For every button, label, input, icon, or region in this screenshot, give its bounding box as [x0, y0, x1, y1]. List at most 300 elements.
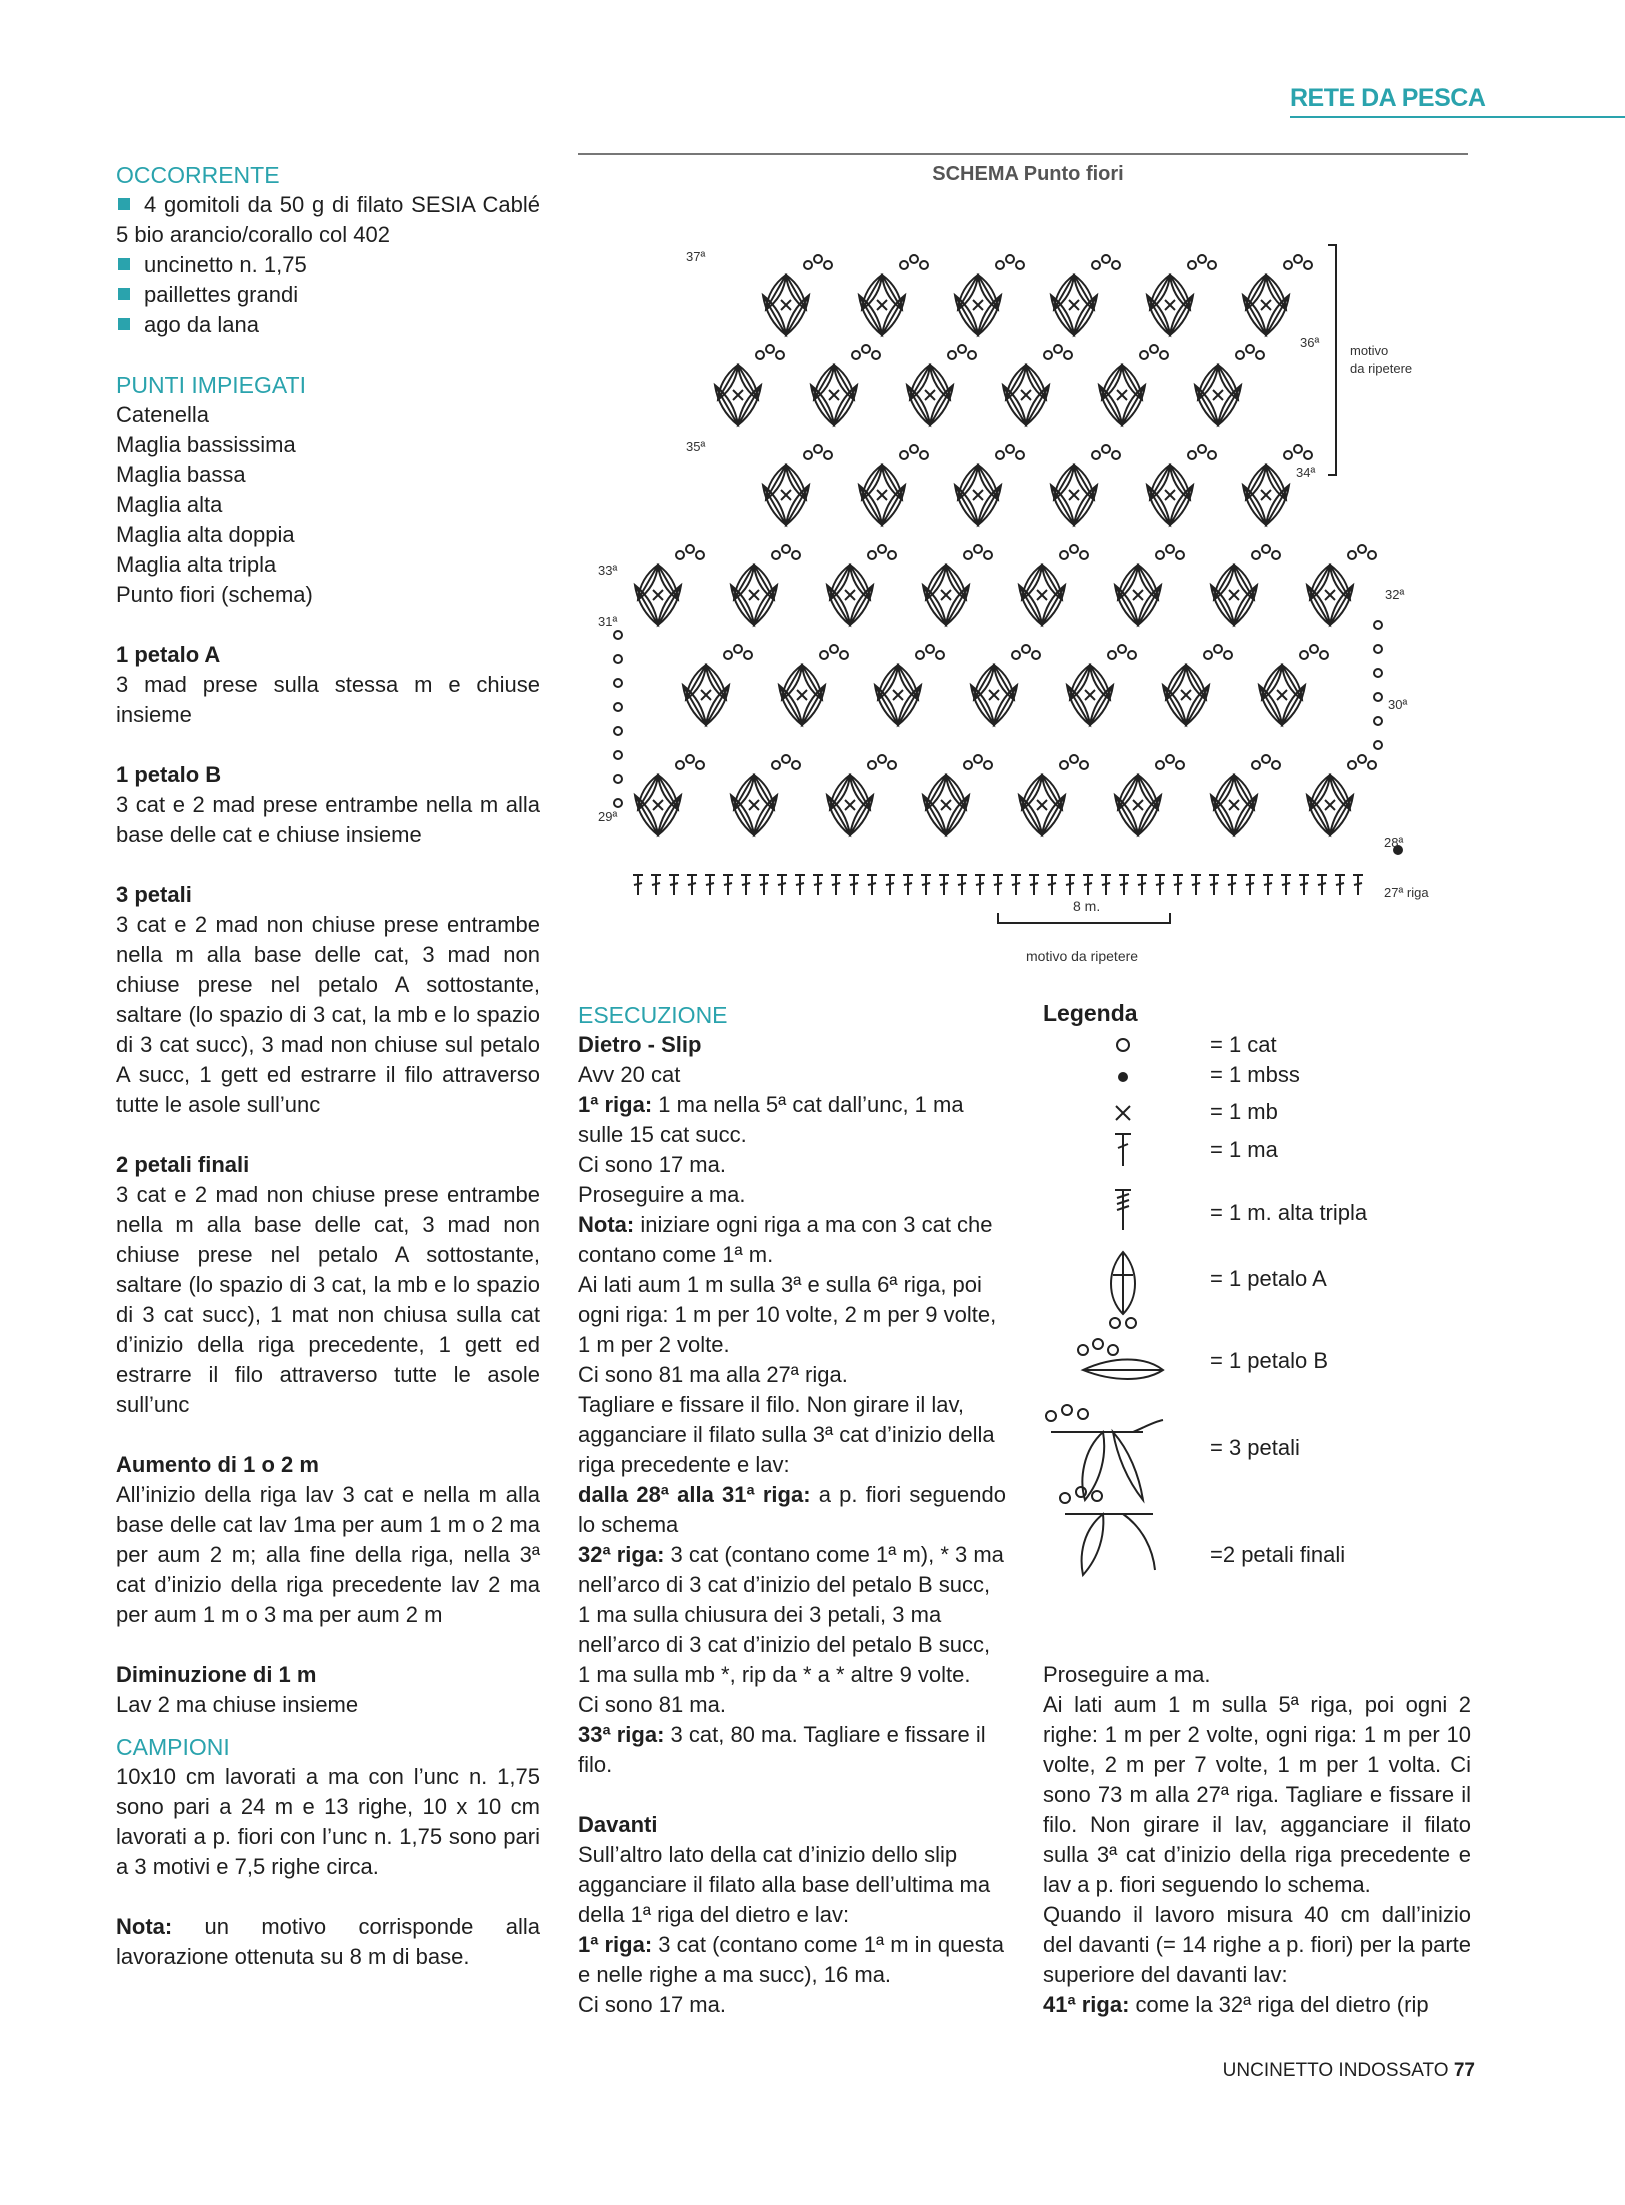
petal	[878, 665, 898, 700]
mb-stitch	[1165, 300, 1175, 310]
chain	[1016, 451, 1024, 459]
label-row-30: 30ª	[1388, 697, 1408, 712]
due-petali-title: 2 petali finali	[116, 1152, 250, 1177]
chain	[1374, 669, 1382, 677]
bullet-icon	[118, 258, 130, 270]
chain	[1214, 645, 1222, 653]
petal	[1282, 665, 1302, 700]
bullet-icon	[118, 288, 130, 300]
tagliare-text: Tagliare e fissare il filo. Non girare il lav, agganciare il filato sulla 3ª cat d’inizio della riga precedente e lav:	[578, 1392, 995, 1477]
three-petals-icon	[1046, 1405, 1163, 1500]
mb-stitch	[797, 690, 807, 700]
page-number: 77	[1453, 2060, 1475, 2081]
chain	[916, 651, 924, 659]
chain	[1374, 693, 1382, 701]
petal	[802, 665, 822, 700]
chain	[782, 755, 790, 763]
ma-stitch	[1029, 875, 1039, 895]
chain	[1358, 755, 1366, 763]
petal	[1262, 665, 1282, 700]
dalla-text: dalla 28ª alla 31ª riga: a p. fiori seguendo lo schema	[578, 1482, 1006, 1537]
ma-stitch	[1173, 875, 1183, 895]
due-petali-text: 3 cat e 2 mad non chiuse prese entrambe nella m alla base delle cat, 3 mad non chiuse prese nel petalo A sottostante, saltare (lo spazio di 3 cat, la mb e lo spazio di 3 cat succ), 1 mat non chiusa sulla cat d’inizio della riga precedente, 1 gett ed estrarre il filo attraverso tutte le asole sull’unc	[116, 1182, 540, 1417]
chain	[1272, 761, 1280, 769]
diminuzione-title: Diminuzione di 1 m	[116, 1662, 317, 1687]
avv-text: Avv 20 cat	[578, 1062, 681, 1087]
chain	[782, 545, 790, 553]
petal	[1054, 275, 1074, 310]
ma-stitch	[651, 875, 661, 895]
bullet-icon	[118, 198, 130, 210]
label-row-35: 35ª	[686, 439, 706, 454]
petalo-a-text: 3 mad prese sulla stessa m e chiuse insieme	[116, 672, 540, 727]
chain	[920, 261, 928, 269]
chain	[614, 727, 622, 735]
chain	[776, 351, 784, 359]
chain	[996, 451, 1004, 459]
petal	[882, 465, 902, 500]
chain	[888, 551, 896, 559]
mb-stitch	[1325, 590, 1335, 600]
chain	[1156, 761, 1164, 769]
petal	[1218, 365, 1238, 400]
ma-stitch	[1065, 875, 1075, 895]
chain	[1294, 445, 1302, 453]
mb-stitch	[701, 690, 711, 700]
chain	[948, 351, 956, 359]
chain	[1092, 261, 1100, 269]
mb-stitch	[733, 390, 743, 400]
riga1-text: 1ª riga: 1 ma nella 5ª cat dall’unc, 1 ma sulle 15 cat succ.	[578, 1092, 964, 1147]
campioni-text: 10x10 cm lavorati a ma con l’unc n. 1,75 sono pari a 24 m e 13 righe, 10 x 10 cm lavorati a p. fiori con l’unc n. 1,75 sono pari a 3 motivi e 7,5 righe circa.	[116, 1764, 540, 1879]
chain	[868, 761, 876, 769]
chain	[1304, 451, 1312, 459]
petal	[766, 465, 786, 500]
chain	[1176, 551, 1184, 559]
chain	[1368, 761, 1376, 769]
ma-stitch	[705, 875, 715, 895]
petal	[978, 275, 998, 310]
petal-b-icon	[1078, 1339, 1163, 1379]
dietro-title: Dietro - Slip	[578, 1032, 702, 1057]
legend-item-mb: = 1 mb	[1210, 1099, 1278, 1124]
mb-stitch	[749, 800, 759, 810]
label-row-32: 32ª	[1385, 587, 1405, 602]
petal	[1118, 775, 1138, 810]
petal	[1074, 275, 1094, 310]
petal	[1054, 465, 1074, 500]
petal	[1330, 775, 1350, 810]
petal-a-icon	[1110, 1252, 1136, 1328]
mb-stitch	[653, 800, 663, 810]
chain	[964, 761, 972, 769]
ma-stitch	[1227, 875, 1237, 895]
punti-item: Punto fiori (schema)	[116, 582, 313, 607]
chain	[1368, 551, 1376, 559]
nota-mid-text: Nota: iniziare ogni riga a ma con 3 cat che contano come 1ª m.	[578, 1212, 993, 1267]
petal	[958, 465, 978, 500]
chain	[1252, 551, 1260, 559]
petal	[1074, 465, 1094, 500]
petal	[830, 775, 850, 810]
petal	[754, 565, 774, 600]
mb-stitch	[1213, 390, 1223, 400]
petal	[1070, 665, 1090, 700]
mb-stitch	[1229, 590, 1239, 600]
punti-item: Maglia alta doppia	[116, 522, 295, 547]
mb-stitch	[989, 690, 999, 700]
petal	[686, 665, 706, 700]
chain	[696, 551, 704, 559]
chain	[1224, 651, 1232, 659]
chain	[1310, 645, 1318, 653]
chain	[1256, 351, 1264, 359]
chain	[1150, 345, 1158, 353]
chain	[900, 261, 908, 269]
petal	[658, 565, 678, 600]
label-row-37: 37ª	[686, 249, 706, 264]
ma-stitch	[813, 875, 823, 895]
petal	[882, 275, 902, 310]
petal	[926, 775, 946, 810]
petal	[830, 565, 850, 600]
mb-stitch	[1181, 690, 1191, 700]
chain	[1108, 651, 1116, 659]
petal	[978, 465, 998, 500]
chain	[1204, 651, 1212, 659]
punti-item: Catenella	[116, 402, 209, 427]
petal	[786, 275, 806, 310]
chain	[1044, 351, 1052, 359]
section-header: RETE DA PESCA	[1290, 84, 1486, 112]
chain	[696, 761, 704, 769]
campioni-title: CAMPIONI	[116, 1734, 230, 1760]
chain	[1112, 261, 1120, 269]
chain	[614, 631, 622, 639]
petal	[658, 775, 678, 810]
petal	[834, 365, 854, 400]
chain	[1188, 261, 1196, 269]
petal	[638, 775, 658, 810]
chain	[820, 651, 828, 659]
chain	[792, 761, 800, 769]
petal	[1234, 565, 1254, 600]
right-text1: Ai lati aum 1 m sulla 5ª riga, poi ogni 2 righe: 1 m per 2 volte, ogni riga: 1 m per 10 volte, 2 m per 7 volte, 1 m per 1 volta. Ci sono 73 m alla 27ª riga. Tagliare e fissare il filo. Non girare il lav, agganciare il filato sulla 3ª cat d’inizio della riga precedente e lav a p. fiori seguendo lo schema.	[1043, 1692, 1471, 1897]
ma-stitch	[723, 875, 733, 895]
petal	[1214, 565, 1234, 600]
legend-item-cat: = 1 cat	[1210, 1032, 1277, 1057]
bullet-icon	[118, 318, 130, 330]
mb-stitch	[1165, 490, 1175, 500]
ma-stitch	[1281, 875, 1291, 895]
mb-stitch	[1085, 690, 1095, 700]
chain	[888, 761, 896, 769]
petalo-a-title: 1 petalo A	[116, 642, 221, 667]
mb-stitch	[845, 800, 855, 810]
chain	[1112, 451, 1120, 459]
petal	[1170, 465, 1190, 500]
chain	[772, 551, 780, 559]
chain	[1092, 451, 1100, 459]
ma-stitch	[831, 875, 841, 895]
punti-item: Maglia bassissima	[116, 432, 296, 457]
ma-stitch	[1011, 875, 1021, 895]
chain	[1102, 445, 1110, 453]
ma-stitch	[741, 875, 751, 895]
punti-item: Maglia alta	[116, 492, 223, 517]
mb-stitch	[877, 300, 887, 310]
chain	[1118, 645, 1126, 653]
ma-stitch	[687, 875, 697, 895]
label-row-34: 34ª	[1296, 465, 1316, 480]
chain	[1304, 261, 1312, 269]
petal	[926, 565, 946, 600]
legend-item-2-petali: =2 petali finali	[1210, 1542, 1346, 1567]
chain	[756, 351, 764, 359]
petal	[766, 275, 786, 310]
chain	[1032, 651, 1040, 659]
lati-text: Ai lati aum 1 m sulla 3ª e sulla 6ª riga, poi ogni riga: 1 m per 10 volte, 2 m per 9 volte, 1 m per 2 volte.	[578, 1272, 997, 1357]
chain	[824, 261, 832, 269]
chain	[1128, 651, 1136, 659]
ma-stitch	[1191, 875, 1201, 895]
aumento-title: Aumento di 1 o 2 m	[116, 1452, 319, 1477]
ma-stitch	[1335, 875, 1345, 895]
legend-item-petalo-b: = 1 petalo B	[1210, 1348, 1329, 1373]
petal	[1198, 365, 1218, 400]
chain	[1358, 545, 1366, 553]
chain	[1160, 351, 1168, 359]
mb-stitch	[941, 590, 951, 600]
chain	[614, 703, 622, 711]
ma-stitch	[633, 875, 643, 895]
right-r41: 41ª riga: come la 32ª riga del dietro (rip	[1043, 1992, 1429, 2017]
ma-stitch	[1245, 875, 1255, 895]
mb-stitch	[1261, 490, 1271, 500]
punti-item: Maglia bassa	[116, 462, 246, 487]
chain	[614, 679, 622, 687]
chain	[1064, 351, 1072, 359]
ma-stitch	[1317, 875, 1327, 895]
mb-stitch	[1037, 590, 1047, 600]
occorrente-item: paillettes grandi	[116, 280, 540, 310]
chain	[1374, 621, 1382, 629]
chain	[1246, 345, 1254, 353]
chain	[772, 761, 780, 769]
petal	[1166, 665, 1186, 700]
petal	[1026, 365, 1046, 400]
chain	[1272, 551, 1280, 559]
chain	[1016, 261, 1024, 269]
chain	[1080, 551, 1088, 559]
slip-stitch-icon	[1119, 1073, 1127, 1081]
chain	[996, 261, 1004, 269]
d-r1-text: 1ª riga: 3 cat (contano come 1ª m in questa e nelle righe a ma succ), 16 ma.	[578, 1932, 1004, 1987]
chain	[744, 651, 752, 659]
mb-stitch	[1133, 800, 1143, 810]
chain	[1284, 451, 1292, 459]
mb-stitch	[781, 300, 791, 310]
chain	[974, 755, 982, 763]
ma-stitch	[1083, 875, 1093, 895]
ma-stitch	[867, 875, 877, 895]
chain	[792, 551, 800, 559]
petal	[1122, 365, 1142, 400]
petal	[1214, 775, 1234, 810]
petal	[930, 365, 950, 400]
petal	[974, 665, 994, 700]
chain	[1294, 255, 1302, 263]
davanti-title: Davanti	[578, 1812, 658, 1837]
ma-stitch	[1155, 875, 1165, 895]
label-base-count: 8 m.	[1073, 898, 1101, 914]
mb-stitch	[1069, 490, 1079, 500]
chain	[814, 255, 822, 263]
chain	[900, 451, 908, 459]
ma-stitch	[669, 875, 679, 895]
petal	[1186, 665, 1206, 700]
label-motivo: motivo	[1350, 343, 1389, 358]
mb-stitch	[1069, 300, 1079, 310]
petal	[958, 275, 978, 310]
petal	[1266, 465, 1286, 500]
chain	[804, 261, 812, 269]
legend-item-ma: = 1 ma	[1210, 1137, 1278, 1162]
header-rule	[1290, 116, 1625, 118]
mb-stitch	[877, 490, 887, 500]
chain	[676, 761, 684, 769]
mb-stitch	[749, 590, 759, 600]
occorrente-item: 4 gomitoli da 50 g di filato SESIA Cablé 5 bio arancio/corallo col 402	[116, 192, 540, 247]
ma-stitch	[1101, 875, 1111, 895]
petal	[1266, 275, 1286, 310]
chain	[964, 551, 972, 559]
triple-treble-icon	[1115, 1190, 1131, 1230]
mb-stitch	[941, 800, 951, 810]
chain	[910, 445, 918, 453]
chain	[852, 351, 860, 359]
chain	[1348, 761, 1356, 769]
petal	[862, 275, 882, 310]
chain	[1208, 451, 1216, 459]
ma-stitch	[849, 875, 859, 895]
ma-stitch	[1353, 875, 1363, 895]
petal	[786, 465, 806, 500]
ma-stitch	[993, 875, 1003, 895]
mb-stitch	[781, 490, 791, 500]
chain	[840, 651, 848, 659]
chain	[910, 255, 918, 263]
petal	[1150, 465, 1170, 500]
petal	[862, 465, 882, 500]
petal	[1246, 465, 1266, 500]
chain	[968, 351, 976, 359]
ma-stitch	[975, 875, 985, 895]
ci81-27-text: Ci sono 81 ma alla 27ª riga.	[578, 1362, 848, 1387]
chain	[814, 445, 822, 453]
chain	[734, 645, 742, 653]
petal	[1246, 275, 1266, 310]
chain	[1166, 545, 1174, 553]
chain	[1060, 761, 1068, 769]
chain	[1140, 351, 1148, 359]
ma-stitch	[1263, 875, 1273, 895]
chain	[1262, 755, 1270, 763]
petal	[994, 665, 1014, 700]
mb-stitch	[845, 590, 855, 600]
davanti-text: Sull’altro lato della cat d’inizio dello slip agganciare il filato alla base dell’ultima ma della 1ª riga del dietro e lav:	[578, 1842, 991, 1927]
ma-stitch	[921, 875, 931, 895]
repeat-bracket	[1328, 245, 1336, 475]
ci17-text: Ci sono 17 ma.	[578, 1152, 726, 1177]
occorrente-item: uncinetto n. 1,75	[116, 250, 540, 280]
chain	[878, 755, 886, 763]
chain	[1060, 551, 1068, 559]
mb-stitch	[925, 390, 935, 400]
petal	[1138, 775, 1158, 810]
petal	[1042, 775, 1062, 810]
chain	[984, 551, 992, 559]
chain	[1012, 651, 1020, 659]
label-row-33: 33ª	[598, 563, 618, 578]
petal	[1090, 665, 1110, 700]
chain	[1208, 261, 1216, 269]
punti-item: Maglia alta tripla	[116, 552, 277, 577]
chain	[614, 655, 622, 663]
petal	[1022, 775, 1042, 810]
occorrente-title: OCCORRENTE	[116, 162, 280, 188]
petal	[1330, 565, 1350, 600]
chain	[824, 451, 832, 459]
mb-stitch	[893, 690, 903, 700]
ma-stitch	[1137, 875, 1147, 895]
chain	[1102, 255, 1110, 263]
mb-stitch	[1037, 800, 1047, 810]
petal	[1310, 775, 1330, 810]
base-bracket	[998, 913, 1170, 923]
mb-stitch	[1021, 390, 1031, 400]
tre-petali-title: 3 petali	[116, 882, 192, 907]
chain	[1236, 351, 1244, 359]
chain	[1070, 755, 1078, 763]
label-row-29: 29ª	[598, 809, 618, 824]
chain	[1176, 761, 1184, 769]
label-row-28: 28ª	[1384, 835, 1404, 850]
petal	[1138, 565, 1158, 600]
mb-stitch	[1277, 690, 1287, 700]
petalo-b-text: 3 cat e 2 mad prese entrambe nella m alla base delle cat e chiuse insieme	[116, 792, 540, 847]
chain	[926, 645, 934, 653]
magazine-name: UNCINETTO INDOSSATO	[1222, 2060, 1449, 2081]
chain	[686, 755, 694, 763]
legend-item-tripla: = 1 m. alta tripla	[1210, 1200, 1368, 1225]
chain	[1300, 651, 1308, 659]
chain	[724, 651, 732, 659]
chain	[936, 651, 944, 659]
mb-stitch	[1133, 590, 1143, 600]
petalo-b-title: 1 petalo B	[116, 762, 222, 787]
page-footer	[1223, 2060, 1475, 2082]
ma-stitch	[957, 875, 967, 895]
chain	[614, 799, 622, 807]
chain	[1070, 545, 1078, 553]
label-da-ripetere: da ripetere	[1350, 361, 1413, 376]
petal	[946, 775, 966, 810]
mb-stitch	[973, 490, 983, 500]
petal	[1102, 365, 1122, 400]
petal	[898, 665, 918, 700]
chain	[1252, 761, 1260, 769]
